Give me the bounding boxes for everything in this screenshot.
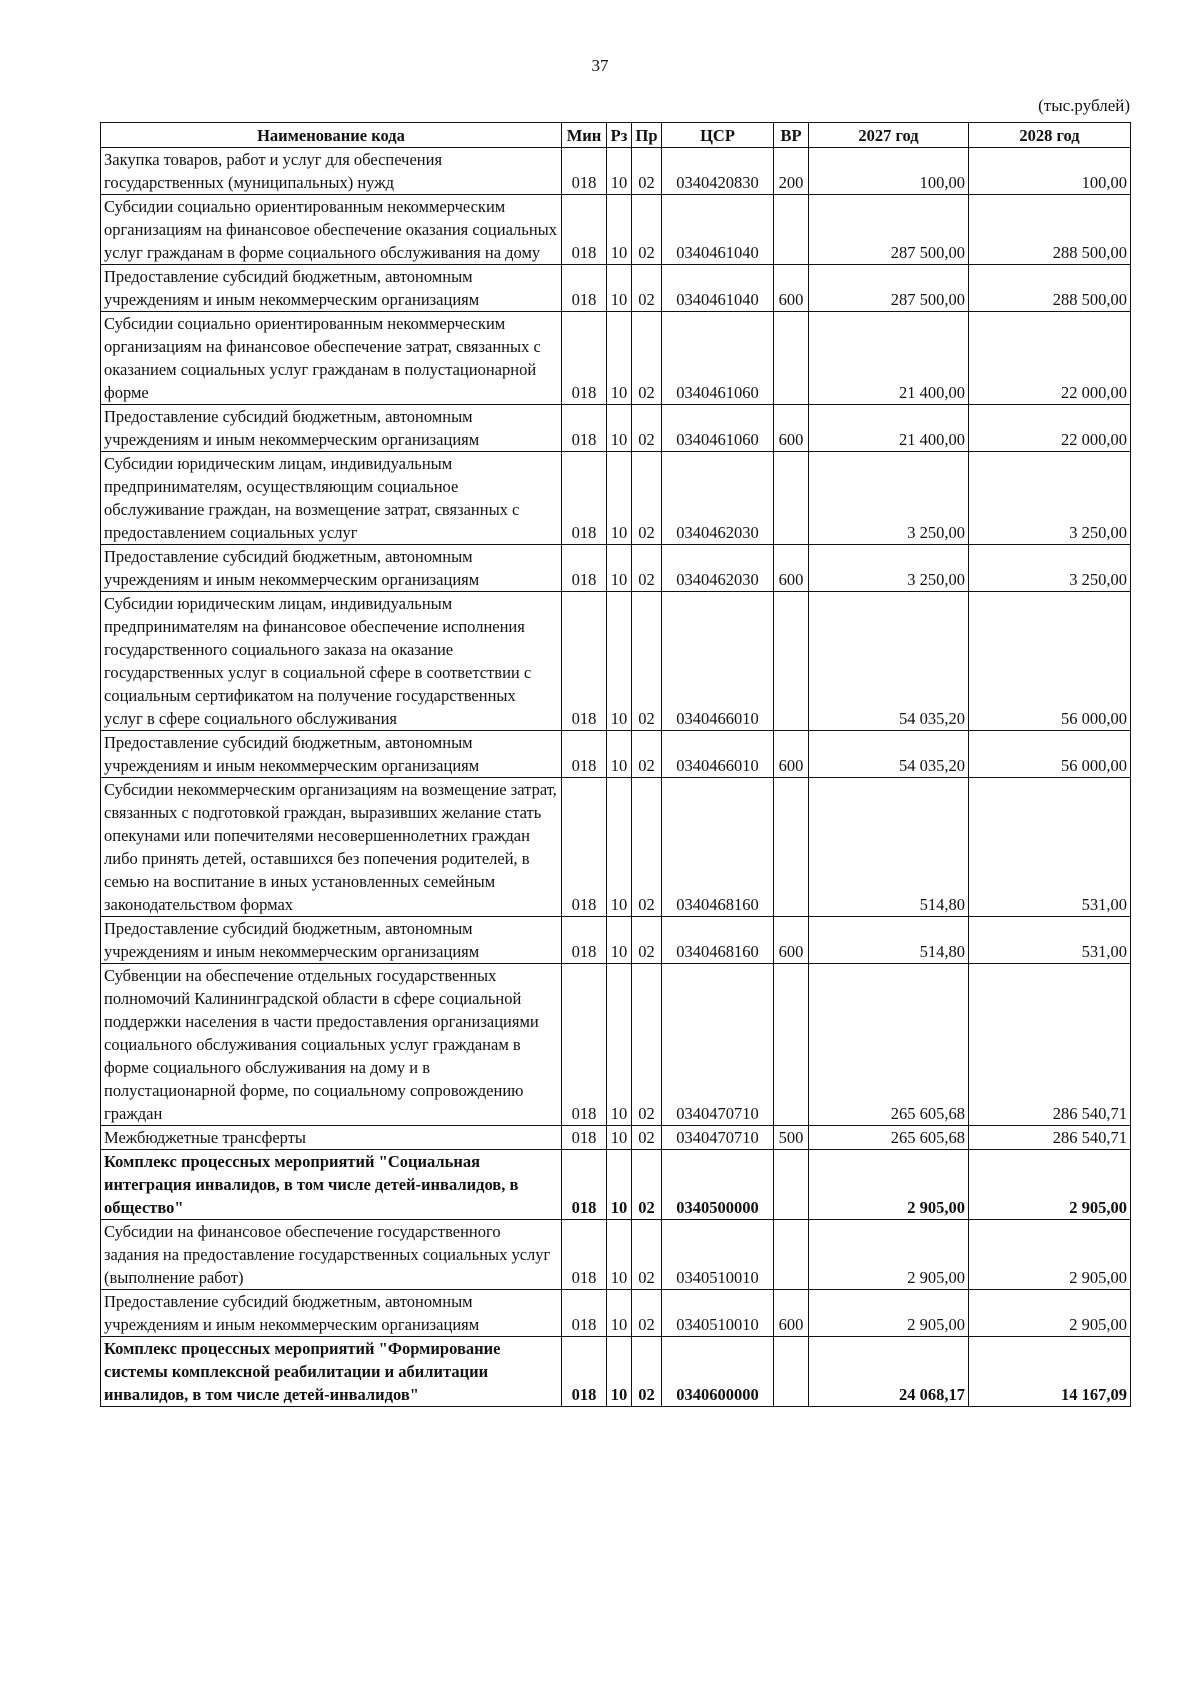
cell-name: Предоставление субсидий бюджетным, автономным учреждениям и иным некоммерческим организациям <box>101 731 562 778</box>
table-row <box>101 265 1131 312</box>
cell-rz: 10 <box>607 1290 632 1337</box>
cell-pr: 02 <box>632 592 662 731</box>
cell-2028: 286 540,71 <box>969 1126 1131 1150</box>
cell-2027: 54 035,20 <box>809 731 969 778</box>
cell-vr: 600 <box>774 545 809 592</box>
cell-pr: 02 <box>632 964 662 1126</box>
cell-vr <box>774 778 809 917</box>
cell-min: 018 <box>562 1126 607 1150</box>
cell-2028: 531,00 <box>969 917 1131 964</box>
cell-csr: 0340510010 <box>662 1290 774 1337</box>
cell-2027: 3 250,00 <box>809 452 969 545</box>
cell-name: Субсидии некоммерческим организациям на возмещение затрат, связанных с подготовкой граждан, выразивших желание стать опекунами или попечителями несовершеннолетних граждан либо принять детей, оставшихся без попечения родителей, в семью на воспитание в иных установленных семейным законодательством формах <box>101 778 562 917</box>
cell-vr <box>774 1337 809 1407</box>
cell-2027: 287 500,00 <box>809 265 969 312</box>
cell-csr: 0340461060 <box>662 405 774 452</box>
cell-rz: 10 <box>607 405 632 452</box>
cell-2028: 22 000,00 <box>969 405 1131 452</box>
cell-2028: 288 500,00 <box>969 265 1131 312</box>
table-row <box>101 1290 1131 1337</box>
header-pr: Пр <box>632 123 662 148</box>
cell-min: 018 <box>562 1337 607 1407</box>
cell-pr: 02 <box>632 1150 662 1220</box>
cell-csr: 0340461060 <box>662 312 774 405</box>
page-number: 37 <box>591 56 609 75</box>
cell-csr: 0340462030 <box>662 545 774 592</box>
table-row <box>101 778 1131 917</box>
table-row <box>101 592 1131 731</box>
table-row <box>101 917 1131 964</box>
cell-min: 018 <box>562 312 607 405</box>
cell-2027: 3 250,00 <box>809 545 969 592</box>
cell-csr: 0340466010 <box>662 592 774 731</box>
cell-min: 018 <box>562 964 607 1126</box>
cell-name: Субсидии социально ориентированным некоммерческим организациям на финансовое обеспечение затрат, связанных с оказанием социальных услуг гражданам в полустационарной форме <box>101 312 562 405</box>
cell-vr <box>774 592 809 731</box>
cell-csr: 0340461040 <box>662 265 774 312</box>
cell-pr: 02 <box>632 405 662 452</box>
cell-rz: 10 <box>607 1126 632 1150</box>
cell-csr: 0340420830 <box>662 148 774 195</box>
cell-2027: 2 905,00 <box>809 1290 969 1337</box>
cell-2028: 14 167,09 <box>969 1337 1131 1407</box>
cell-2027: 54 035,20 <box>809 592 969 731</box>
cell-pr: 02 <box>632 148 662 195</box>
cell-2027: 265 605,68 <box>809 1126 969 1150</box>
table-row <box>101 964 1131 1126</box>
header-2028: 2028 год <box>969 123 1131 148</box>
table-header-row <box>101 123 1131 148</box>
cell-pr: 02 <box>632 1337 662 1407</box>
cell-name: Субсидии юридическим лицам, индивидуальным предпринимателям на финансовое обеспечение исполнения государственного социального заказа на оказание государственных услуг в социальной сфере в соответствии с социальным сертификатом на получение государственных услуг в сфере социального обслуживания <box>101 592 562 731</box>
cell-min: 018 <box>562 1220 607 1290</box>
cell-2027: 514,80 <box>809 778 969 917</box>
cell-vr <box>774 1220 809 1290</box>
header-min: Мин <box>562 123 607 148</box>
table-row <box>101 148 1131 195</box>
cell-pr: 02 <box>632 1220 662 1290</box>
cell-pr: 02 <box>632 917 662 964</box>
cell-2028: 288 500,00 <box>969 195 1131 265</box>
table-row <box>101 195 1131 265</box>
cell-csr: 0340468160 <box>662 917 774 964</box>
cell-2028: 2 905,00 <box>969 1150 1131 1220</box>
cell-min: 018 <box>562 195 607 265</box>
table-row <box>101 1150 1131 1220</box>
cell-2028: 3 250,00 <box>969 452 1131 545</box>
cell-pr: 02 <box>632 195 662 265</box>
table-row <box>101 731 1131 778</box>
cell-min: 018 <box>562 1290 607 1337</box>
cell-rz: 10 <box>607 148 632 195</box>
header-name: Наименование кода <box>101 123 562 148</box>
table-row <box>101 452 1131 545</box>
cell-name: Субсидии социально ориентированным некоммерческим организациям на финансовое обеспечение оказания социальных услуг гражданам в форме социального обслуживания на дому <box>101 195 562 265</box>
cell-min: 018 <box>562 545 607 592</box>
cell-vr: 600 <box>774 731 809 778</box>
cell-name: Предоставление субсидий бюджетным, автономным учреждениям и иным некоммерческим организациям <box>101 405 562 452</box>
cell-pr: 02 <box>632 1126 662 1150</box>
cell-2027: 100,00 <box>809 148 969 195</box>
cell-csr: 0340461040 <box>662 195 774 265</box>
header-2027: 2027 год <box>809 123 969 148</box>
units-label: (тыс.рублей) <box>1038 96 1130 115</box>
cell-vr <box>774 964 809 1126</box>
budget-table <box>100 122 1131 1407</box>
cell-csr: 0340470710 <box>662 1126 774 1150</box>
cell-csr: 0340510010 <box>662 1220 774 1290</box>
table-row <box>101 312 1131 405</box>
cell-pr: 02 <box>632 265 662 312</box>
header-vr: ВР <box>774 123 809 148</box>
cell-2027: 265 605,68 <box>809 964 969 1126</box>
cell-rz: 10 <box>607 1220 632 1290</box>
cell-rz: 10 <box>607 195 632 265</box>
table-row <box>101 1126 1131 1150</box>
cell-name: Комплекс процессных мероприятий "Социальная интеграция инвалидов, в том числе детей-инвалидов, в общество" <box>101 1150 562 1220</box>
cell-vr <box>774 452 809 545</box>
cell-rz: 10 <box>607 592 632 731</box>
cell-2027: 514,80 <box>809 917 969 964</box>
cell-name: Предоставление субсидий бюджетным, автономным учреждениям и иным некоммерческим организациям <box>101 917 562 964</box>
cell-2028: 22 000,00 <box>969 312 1131 405</box>
cell-min: 018 <box>562 1150 607 1220</box>
cell-name: Субсидии на финансовое обеспечение государственного задания на предоставление государственных социальных услуг (выполнение работ) <box>101 1220 562 1290</box>
cell-csr: 0340468160 <box>662 778 774 917</box>
cell-min: 018 <box>562 148 607 195</box>
cell-csr: 0340470710 <box>662 964 774 1126</box>
cell-rz: 10 <box>607 312 632 405</box>
cell-2027: 21 400,00 <box>809 312 969 405</box>
cell-vr: 200 <box>774 148 809 195</box>
cell-vr: 600 <box>774 917 809 964</box>
cell-min: 018 <box>562 592 607 731</box>
cell-min: 018 <box>562 265 607 312</box>
cell-2027: 287 500,00 <box>809 195 969 265</box>
cell-2028: 286 540,71 <box>969 964 1131 1126</box>
cell-rz: 10 <box>607 778 632 917</box>
cell-name: Субсидии юридическим лицам, индивидуальным предпринимателям, осуществляющим социальное обслуживание граждан, на возмещение затрат, связанных с предоставлением социальных услуг <box>101 452 562 545</box>
cell-rz: 10 <box>607 1150 632 1220</box>
cell-2027: 2 905,00 <box>809 1220 969 1290</box>
header-rz: Рз <box>607 123 632 148</box>
cell-vr: 500 <box>774 1126 809 1150</box>
cell-2028: 2 905,00 <box>969 1220 1131 1290</box>
cell-vr <box>774 1150 809 1220</box>
cell-pr: 02 <box>632 731 662 778</box>
cell-min: 018 <box>562 778 607 917</box>
table-row <box>101 1337 1131 1407</box>
cell-vr: 600 <box>774 265 809 312</box>
cell-rz: 10 <box>607 917 632 964</box>
cell-rz: 10 <box>607 1337 632 1407</box>
cell-min: 018 <box>562 452 607 545</box>
cell-csr: 0340466010 <box>662 731 774 778</box>
table-row <box>101 545 1131 592</box>
cell-csr: 0340500000 <box>662 1150 774 1220</box>
cell-rz: 10 <box>607 265 632 312</box>
cell-2028: 56 000,00 <box>969 592 1131 731</box>
cell-2028: 531,00 <box>969 778 1131 917</box>
cell-name: Предоставление субсидий бюджетным, автономным учреждениям и иным некоммерческим организациям <box>101 1290 562 1337</box>
cell-name: Межбюджетные трансферты <box>101 1126 562 1150</box>
cell-name: Субвенции на обеспечение отдельных государственных полномочий Калининградской области в сфере социальной поддержки населения в части предоставления организациями социального обслуживания социальных услуг гражданам в форме социального обслуживания на дому и в полустационарной форме, по социальному сопровождению граждан <box>101 964 562 1126</box>
cell-pr: 02 <box>632 545 662 592</box>
cell-rz: 10 <box>607 731 632 778</box>
cell-pr: 02 <box>632 778 662 917</box>
cell-pr: 02 <box>632 1290 662 1337</box>
cell-2027: 24 068,17 <box>809 1337 969 1407</box>
cell-name: Закупка товаров, работ и услуг для обеспечения государственных (муниципальных) нужд <box>101 148 562 195</box>
cell-csr: 0340462030 <box>662 452 774 545</box>
cell-2028: 56 000,00 <box>969 731 1131 778</box>
cell-name: Предоставление субсидий бюджетным, автономным учреждениям и иным некоммерческим организациям <box>101 545 562 592</box>
cell-min: 018 <box>562 405 607 452</box>
table-row <box>101 1220 1131 1290</box>
cell-min: 018 <box>562 917 607 964</box>
cell-vr: 600 <box>774 405 809 452</box>
cell-pr: 02 <box>632 312 662 405</box>
cell-rz: 10 <box>607 545 632 592</box>
cell-2028: 100,00 <box>969 148 1131 195</box>
cell-name: Комплекс процессных мероприятий "Формирование системы комплексной реабилитации и абилитации инвалидов, в том числе детей-инвалидов" <box>101 1337 562 1407</box>
cell-vr <box>774 312 809 405</box>
cell-pr: 02 <box>632 452 662 545</box>
cell-vr: 600 <box>774 1290 809 1337</box>
cell-2027: 21 400,00 <box>809 405 969 452</box>
cell-2028: 3 250,00 <box>969 545 1131 592</box>
header-csr: ЦСР <box>662 123 774 148</box>
cell-min: 018 <box>562 731 607 778</box>
cell-2027: 2 905,00 <box>809 1150 969 1220</box>
cell-name: Предоставление субсидий бюджетным, автономным учреждениям и иным некоммерческим организациям <box>101 265 562 312</box>
cell-rz: 10 <box>607 964 632 1126</box>
cell-rz: 10 <box>607 452 632 545</box>
cell-vr <box>774 195 809 265</box>
table-row <box>101 405 1131 452</box>
cell-2028: 2 905,00 <box>969 1290 1131 1337</box>
cell-csr: 0340600000 <box>662 1337 774 1407</box>
